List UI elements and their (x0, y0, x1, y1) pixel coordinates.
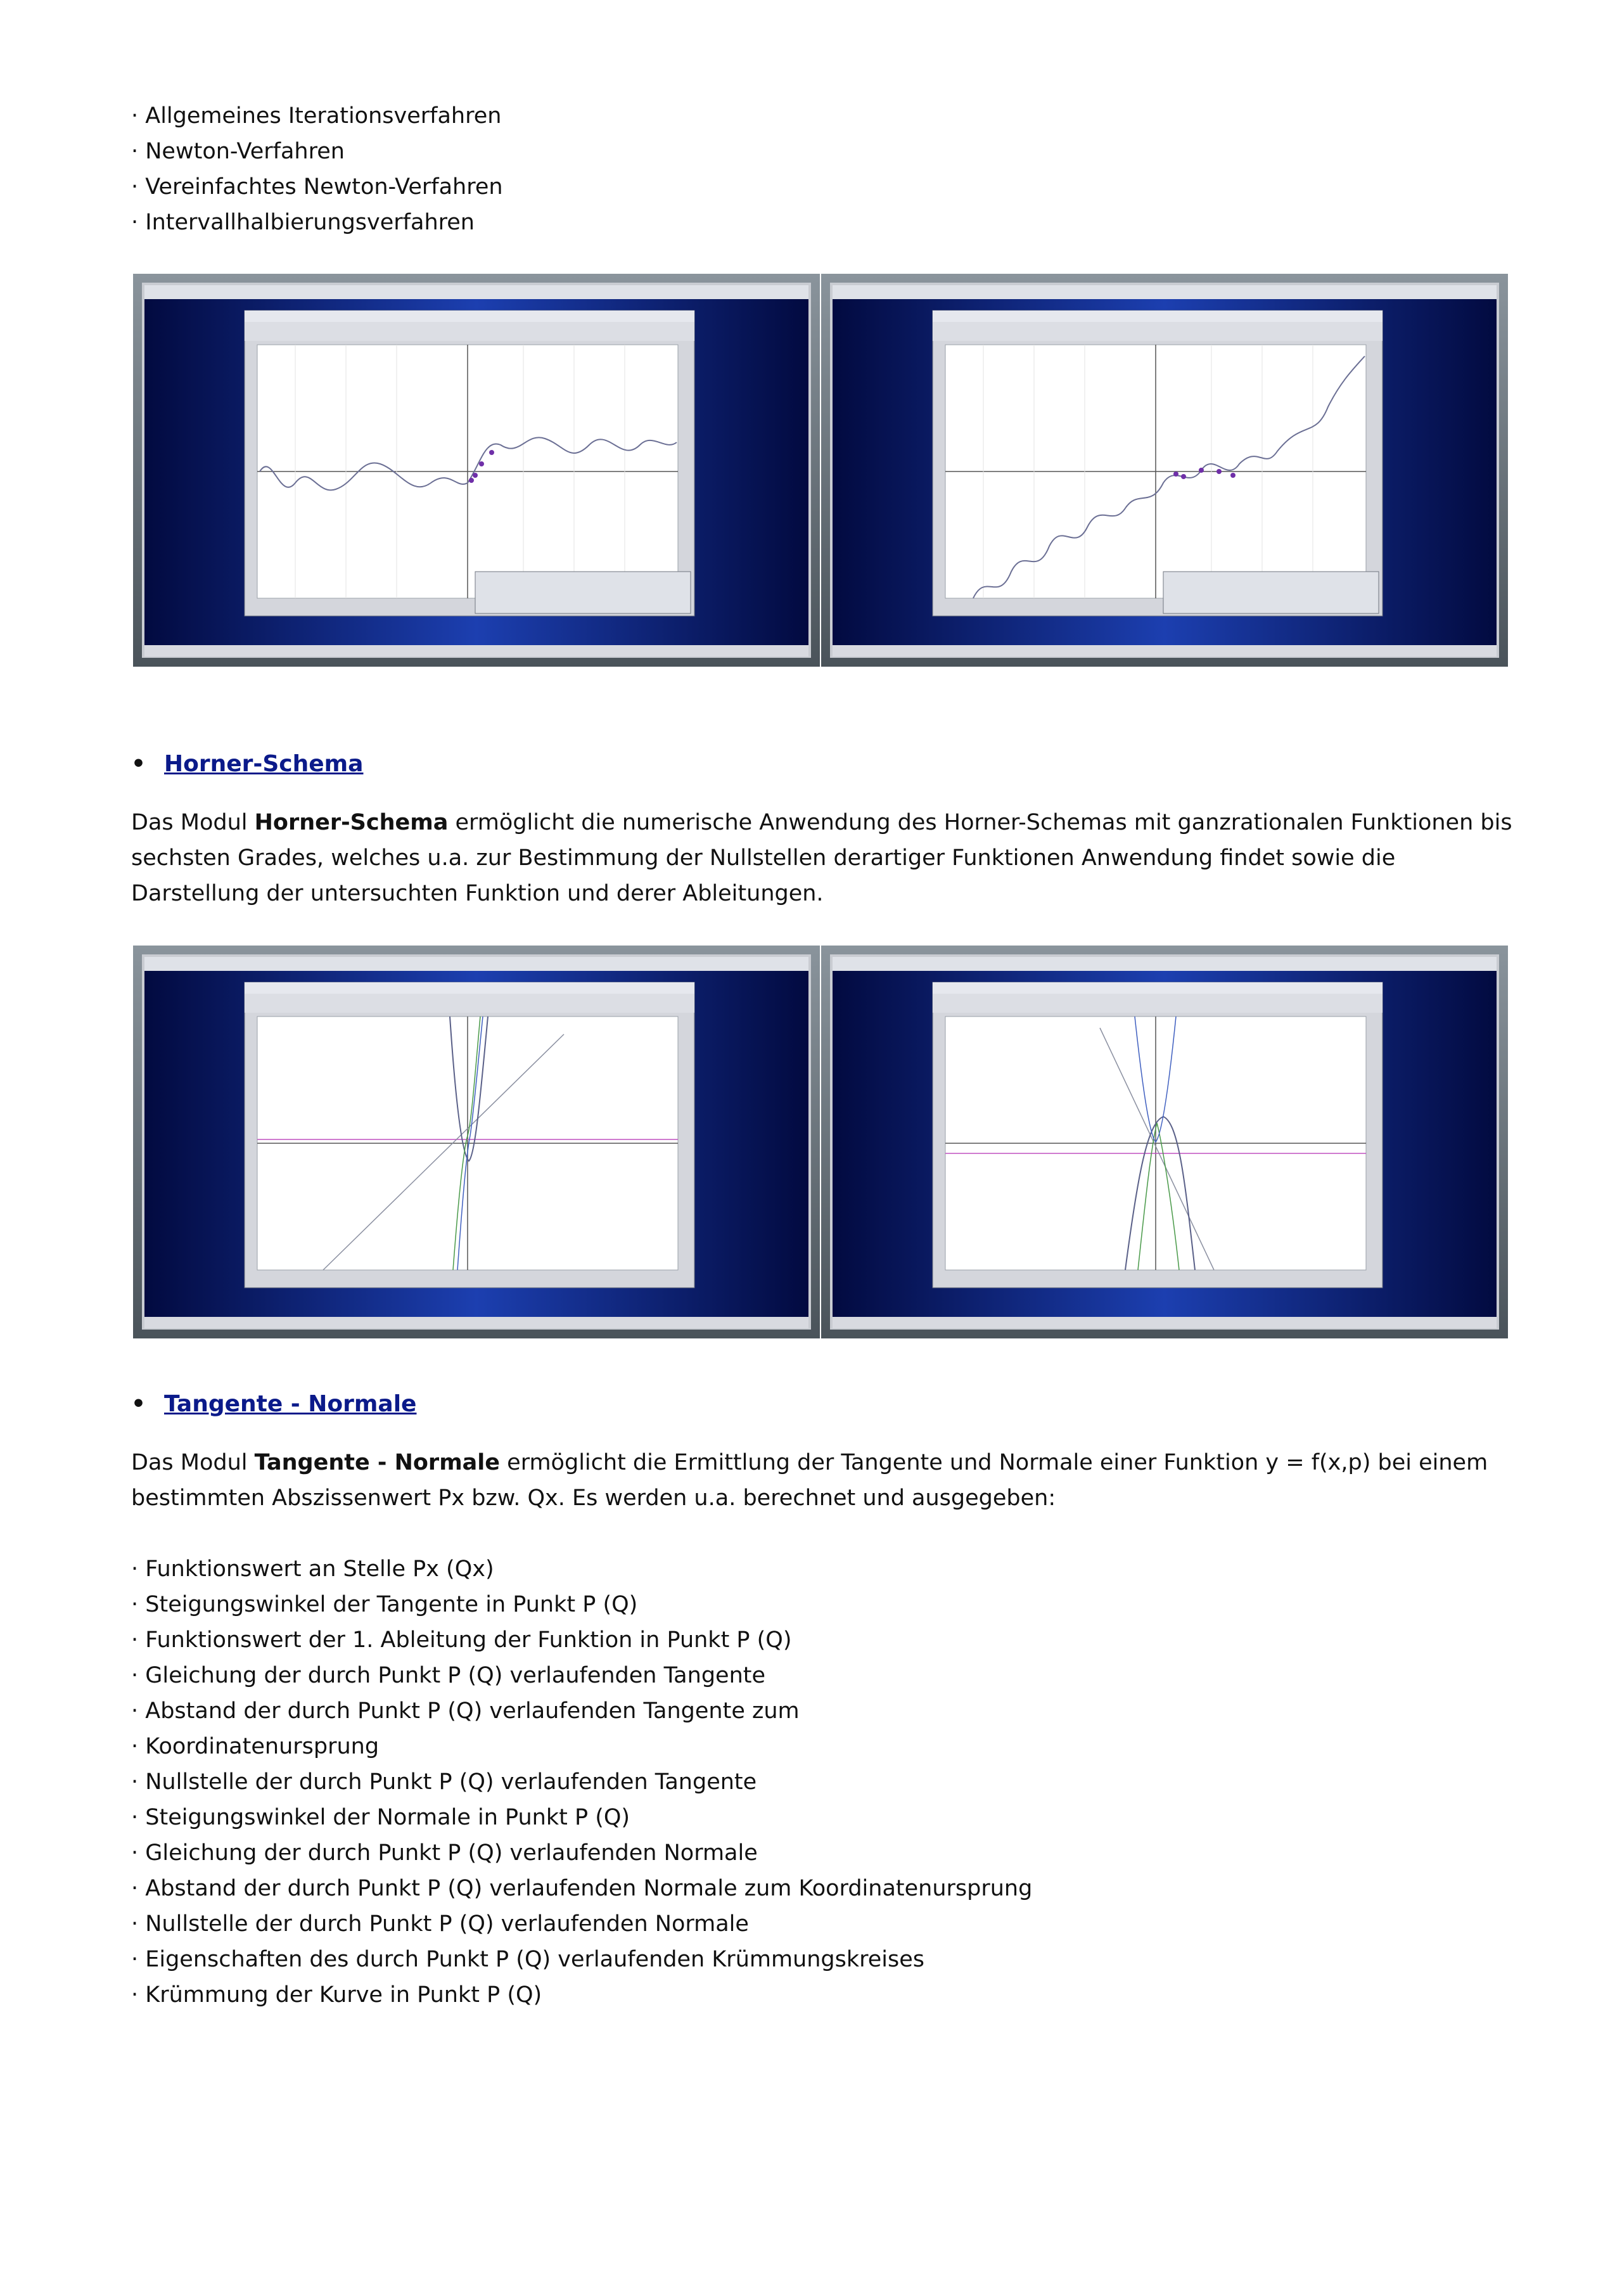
tangente-item: · Nullstelle der durch Punkt P (Q) verlaufenden Normale (131, 1911, 749, 1937)
intro-item: · Vereinfachtes Newton-Verfahren (131, 174, 503, 200)
tangente-item: · Funktionswert der 1. Ableitung der Funktion in Punkt P (Q) (131, 1627, 792, 1653)
screenshot-horner-1 (133, 946, 820, 1338)
screenshot-nullstellen-2 (821, 274, 1508, 667)
tangente-item: · Abstand der durch Punkt P (Q) verlaufenden Tangente zum (131, 1698, 800, 1724)
tangente-description: Das Modul Tangente - Normale ermöglicht die Ermittlung der Tangente und Normale einer Funktion y = f(x,p) bei einem bestimmten Abszissenwert Px bzw. Qx. Es werden u.a. berechnet und ausgegeben: (131, 1450, 1488, 1511)
tangente-item: · Funktionswert an Stelle Px (Qx) (131, 1556, 494, 1582)
intro-item: · Newton-Verfahren (131, 139, 345, 164)
tangente-item: · Gleichung der durch Punkt P (Q) verlaufenden Normale (131, 1840, 758, 1866)
bullet-icon: • (131, 1391, 146, 1417)
tangente-item: · Krümmung der Kurve in Punkt P (Q) (131, 1982, 542, 2008)
tangente-item: · Koordinatenursprung (131, 1734, 380, 1759)
screenshot-horner-2 (821, 946, 1508, 1338)
tangente-item: · Nullstelle der durch Punkt P (Q) verlaufenden Tangente (131, 1769, 757, 1795)
section-heading-tangente (131, 1387, 416, 1422)
intro-item: · Allgemeines Iterationsverfahren (131, 103, 502, 129)
section-heading-horner (131, 747, 363, 782)
tangente-item: · Abstand der durch Punkt P (Q) verlaufenden Normale zum Koordinatenursprung (131, 1876, 1033, 1901)
horner-schema-link[interactable]: Horner-Schema (164, 751, 364, 777)
screenshot-nullstellen-1 (133, 274, 820, 667)
tangente-item: · Eigenschaften des durch Punkt P (Q) verlaufenden Krümmungskreises (131, 1947, 925, 1972)
tangente-module-name: Tangente - Normale (254, 1450, 501, 1475)
tangente-item: · Steigungswinkel der Normale in Punkt P (Q) (131, 1805, 630, 1830)
horner-description: Das Modul Horner-Schema ermöglicht die numerische Anwendung des Horner-Schemas mit ganzrationalen Funktionen bis sechsten Grades, welches u.a. zur Bestimmung der Nullstellen derartiger Funktionen Anwendung findet sowie die Darstellung der untersuchten Funktion und derer Ableitungen. (131, 810, 1512, 906)
intro-item: · Intervallhalbierungsverfahren (131, 210, 475, 235)
bullet-icon: • (131, 751, 146, 777)
tangente-item: · Gleichung der durch Punkt P (Q) verlaufenden Tangente (131, 1663, 766, 1688)
tangente-item: · Steigungswinkel der Tangente in Punkt P (Q) (131, 1592, 638, 1617)
horner-module-name: Horner-Schema (254, 810, 449, 835)
tangente-normale-link[interactable]: Tangente - Normale (164, 1391, 417, 1417)
